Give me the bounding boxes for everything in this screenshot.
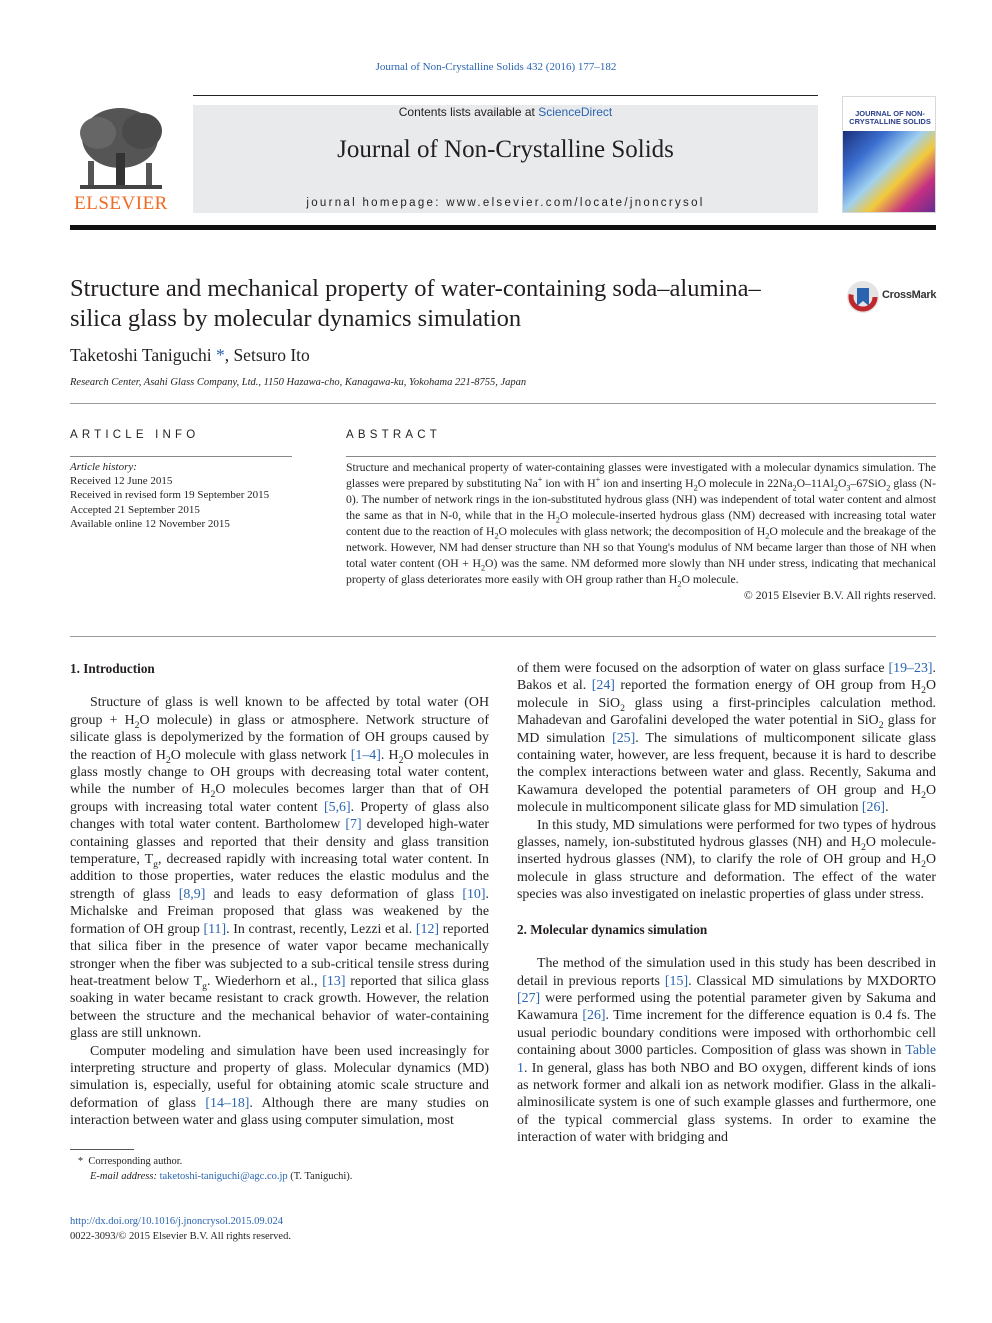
table-link[interactable]: Table 1 [517,1043,936,1076]
contents-line [193,105,818,119]
citation-link[interactable]: [19–23] [888,661,933,676]
section-heading-md-simulation: 2. Molecular dynamics simulation [517,921,708,937]
citation-link[interactable]: [1–4] [350,747,381,763]
citation-link[interactable]: [8,9] [178,886,206,902]
journal-cover-thumbnail[interactable] [842,96,936,213]
article-history [70,460,269,531]
article-info-heading: ARTICLE INFO [70,429,200,441]
citation-link[interactable]: [7] [345,817,362,833]
paragraph: Computer modeling and simulation have been used increasingly for interpreting structure and property of glass. Molecular dynamics (MD) simulation is, especially, useful for obtaining atomic scale structure and deformation of glass [14–18]. Although there are many studies on interaction between water and glass using computer simulation, most [70,1043,489,1129]
citation-link[interactable]: [25] [612,730,636,746]
running-header[interactable]: Journal of Non-Crystalline Solids 432 (2016) 177–182 [375,61,617,73]
divider [70,456,292,457]
cover-title: JOURNAL OF NON-CRYSTALLINE SOLIDS [849,109,931,126]
email-label: E-mail address: [90,1170,157,1182]
history-revised: Received in revised form 19 September 2015 [70,489,270,502]
divider [70,403,936,404]
doi-link[interactable]: http://dx.doi.org/10.1016/j.jnoncrysol.2015.09.024 [70,1216,284,1227]
right-column [517,660,936,1147]
citation-link[interactable]: [11] [203,921,227,937]
corresponding-author-marker[interactable]: * [215,345,225,365]
citation-link[interactable]: [14–18] [205,1095,250,1111]
citation-link[interactable]: [26] [861,800,886,816]
contents-prefix: Contents lists available at [398,105,535,119]
history-online: Available online 12 November 2015 [70,517,230,530]
author-list: Taketoshi Taniguchi *, Setsuro Ito [70,345,310,365]
header-rule [193,95,818,96]
abstract-text: Structure and mechanical property of water-containing glasses were investigated with a molecular dynamics simulation. The glasses were prepared by substituting Na+ ion with H+ ion and inserting $H_2O$ molecule in $22Na_2O-11Al_2O_3-67SiO_2$ glass (N-0). The number of network rings in the ion-substituted hydrous glass (NH) was independent of total water content and almost the same as that in N-0, while that in the $H_2O$ molecule-inserted hydrous glass (NM) decreased with increasing total water content due to the reaction of $H_2O$ molecules with glass network; the decomposition of $H_2O$ molecule and the breakage of the network. However, NM had denser structure than NH so that Young's modulus of NM became larger than those of NH when total water content $(OH + H_2O)$ was the same. NM deformed more slowly than NH under stress, indicating that mechanical property of glass deteriorates more easily with OH group rather than $H_2O$ molecule. © 2015 Elsevier B.V. All rights reserved. [346,461,936,602]
crossmark-label: CrossMark [882,289,937,301]
doi-block [70,1215,291,1244]
citation-link[interactable]: [27] [517,990,541,1006]
elsevier-wordmark: ELSEVIER [74,193,168,214]
email-link[interactable]: taketoshi-taniguchi@agc.co.jp [159,1170,288,1182]
citation-link[interactable]: [13] [322,973,346,989]
article-title: Structure and mechanical property of water-containing soda–alumina–silica glass by molecular dynamics simulation [70,275,761,332]
cover-art [843,131,936,213]
citation-link[interactable]: [12] [415,921,440,937]
section-heading-introduction: 1. Introduction [70,661,155,676]
divider [70,636,936,637]
paragraph: The method of the simulation used in this study has been described in detail in previous reports [15]. Classical MD simulations by MXDORTO [27] were performed using the potential parameter given by Sakuma and Kawamura [26]. Time increment for the difference equation is 0.4 fs. The usual periodic boundary conditions were imposed with orthorhombic cell containing about 3000 particles. Composition of glass was shown in Table 1. In general, glass has both NBO and BO oxygen, different kinds of ions as network former and alkali ion as network modifier. Glass in the alkali-alminosilicate system is one of such example glasses and furthermore, one of the typical commercial glass systems. In order to examine the interaction of water with bridging and [517,956,936,1146]
affiliation: Research Center, Asahi Glass Company, Ltd., 1150 Hazawa-cho, Kanagawa-ku, Yokohama 221-8755, Japan [70,377,527,388]
citation-link[interactable]: [15] [664,973,689,989]
paragraph: Structure of glass is well known to be affected by total water (OH group + $H_2O$ molecule) in glass or atmosphere. Network structure of silicate glass is depolymerized by the formation of OH groups caused by the reaction of $H_2O$ molecule with glass network [1–4]. $H_2O$ molecules in glass mostly change to OH groups with decreasing total water content, while the number of $H_2O$ molecules becomes larger than that of OH groups with increasing total water content [5,6]. Property of glass also changes with total water content. Bartholomew [7] developed high-water containing glasses and reported that their density and glass transition temperature, $T_g$, decreased rapidly with increasing total water content. In addition to those properties, water reduces the elastic modulus and the strength of glass [8,9] and leads to easy deformation of glass [10]. Michalske and Freiman proposed that glass was weakened by the formation of OH group [11]. In contrast, recently, Lezzi et al. [12] reported that silica fiber in the presence of water vapor became mechanically stronger when the fiber was subjected to a sub-critical tensile stress during heat-treatment below $T_g$. Wiederhorn et al., [13] reported that silica glass soaking in water became resistant to crack growth. However, the relation between the structure and the mechanical behavior of water-containing glass are still unknown. [70,695,490,1042]
footnote-corresponding: Corresponding author. [88,1156,183,1167]
history-accepted: Accepted 21 September 2015 [70,503,200,516]
homepage-url[interactable]: www.elsevier.com/locate/jnoncrysol [446,197,705,209]
citation-link[interactable]: [10] [462,886,486,902]
abstract-heading: ABSTRACT [346,429,441,441]
email-suffix: (T. Taniguchi). [290,1170,353,1182]
citation-link[interactable]: [5,6] [324,799,351,815]
citation-link[interactable]: [24] [591,678,615,694]
left-column [70,660,489,1130]
footnote-star: * [77,1156,84,1167]
history-received: Received 12 June 2015 [70,475,173,488]
homepage-prefix: journal homepage: [306,197,447,209]
divider [346,456,936,457]
paragraph: In this study, MD simulations were performed for two types of hydrous glasses, namely, ion-substituted hydrous glasses (NH) and $H_2O$ molecule-inserted hydrous glasses (NM), to clarify the role of OH group and $H_2O$ molecule in glass structure and deformation. The effect of the water species was also investigated on inelastic properties of glass under stress. [517,817,936,903]
footnote-rule [70,1149,134,1150]
sciencedirect-link[interactable]: ScienceDirect [538,105,613,119]
history-label: Article history: [70,461,137,473]
footnote [70,1155,352,1184]
crossmark-icon [846,280,880,314]
homepage-line [193,197,818,209]
crossmark-badge[interactable] [846,280,938,316]
masthead-rule [70,225,936,230]
issn-line: 0022-3093/© 2015 Elsevier B.V. All rights reserved. [70,1230,291,1242]
paragraph: of them were focused on the adsorption of water on glass surface [19–23]. Bakos et al. [24] reported the formation energy of OH group from $H_2O$ molecule in SiO$_2$ glass using a first-principles calculation method. Mahadevan and Garofalini developed the water potential in SiO$_2$ glass for MD simulation [25]. The simulations of multicomponent silicate glass containing water, however, are less frequent, because it is hard to describe the complex interactions between water and glass. Recently, Sakuma and Kawamura developed the potential parameters of OH group and $H_2O$ molecule in multicomponent silicate glass for MD simulation [26]. [517,661,936,816]
citation-link[interactable]: [26] [582,1008,606,1024]
journal-title: Journal of Non-Crystalline Solids [337,136,674,163]
abstract-copyright: © 2015 Elsevier B.V. All rights reserved. [743,589,936,602]
